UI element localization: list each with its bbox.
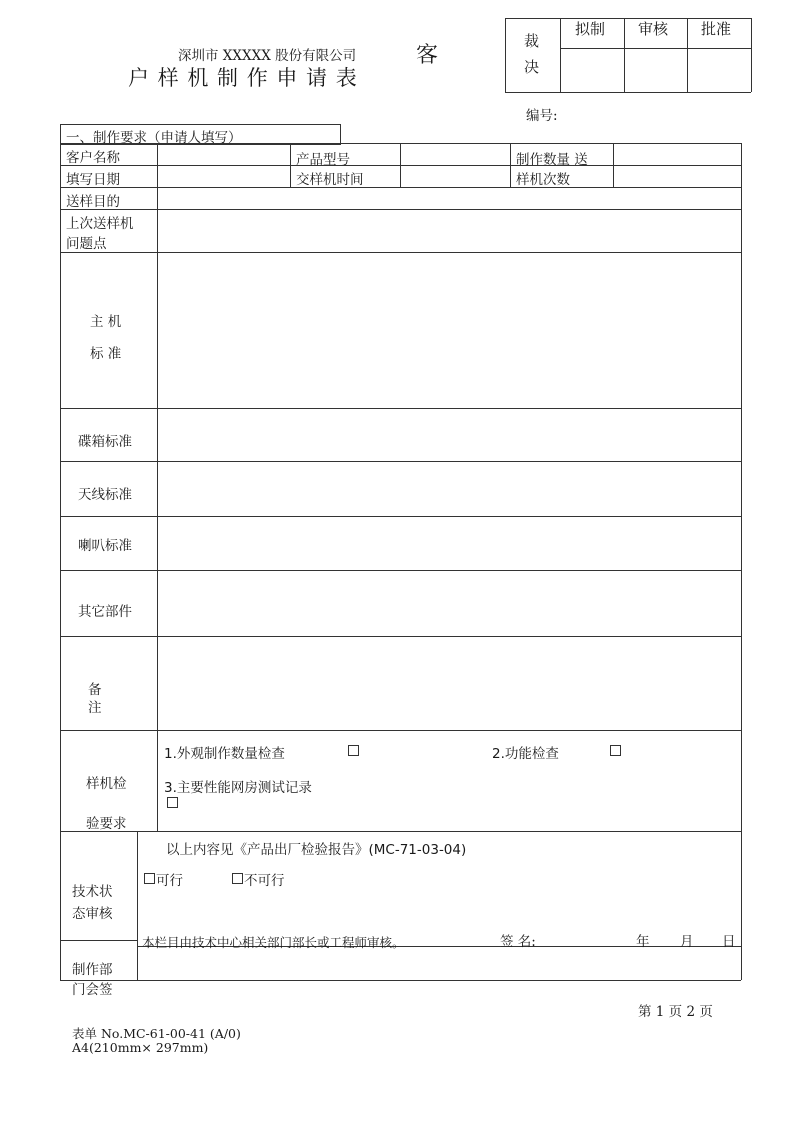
signature-label: 签 名: — [500, 934, 536, 950]
paper-size: A4(210mm× 297mm) — [72, 1040, 209, 1055]
inspection-item-1 — [164, 742, 285, 762]
delivery-time-label: 交样机时间 — [296, 172, 364, 188]
tech-review-label-1: 技术状 — [72, 884, 113, 900]
date-day: 日 — [722, 934, 736, 950]
inspection-label-1: 样机检 — [86, 776, 127, 792]
sample-count-label: 样机次数 — [516, 172, 570, 188]
inspection-item-3: 3.主要性能网房测试记录 — [164, 780, 312, 796]
inspection-item-1-text: 1.外观制作数量检查 — [164, 746, 285, 762]
host-standard-label-1: 主 机 — [90, 314, 122, 330]
customer-name-label: 客户名称 — [66, 150, 120, 166]
inspection-label-2: 验要求 — [86, 816, 127, 832]
tech-review-note: 本栏目由技术中心相关部门部长或工程师审核。 — [142, 935, 405, 950]
dept-sign-label-1: 制作部 — [72, 962, 113, 978]
antenna-standard-label: 天线标准 — [78, 487, 132, 503]
remark-label-2: 注 — [88, 700, 102, 716]
product-model-label: 产品型号 — [296, 152, 350, 168]
page-title: 户 样 机 制 作 申 请 表 — [128, 66, 358, 90]
speaker-standard-label: 喇叭标准 — [78, 538, 132, 554]
purpose-label: 送样目的 — [66, 194, 120, 210]
approval-col-draft: 拟制 — [575, 20, 606, 38]
serial-label: 编号: — [526, 108, 558, 124]
approval-col-approve: 批准 — [701, 20, 732, 38]
host-standard-label-2: 标 准 — [90, 346, 122, 362]
last-issue-label-2: 问题点 — [66, 236, 107, 252]
page-number: 第 1 页 2 页 — [638, 1004, 713, 1020]
dept-sign-label-2: 门会签 — [72, 982, 113, 998]
company-name: 深圳市 XXXXX 股份有限公司 — [178, 48, 357, 64]
inspection-item-2: 2.功能检查 — [492, 746, 559, 762]
checkbox-not-feasible[interactable] — [232, 873, 243, 884]
box-standard-label: 碟箱标准 — [78, 434, 132, 450]
option-feasible: 可行 — [156, 873, 183, 889]
approval-col-review: 审核 — [638, 20, 669, 38]
checkbox-performance[interactable] — [167, 797, 178, 808]
option-not-feasible: 不可行 — [244, 873, 285, 889]
date-year: 年 — [636, 934, 650, 950]
title-lead: 客 — [416, 43, 439, 68]
other-parts-label: 其它部件 — [78, 604, 132, 620]
quantity-label: 制作数量 送 — [516, 152, 588, 168]
checkbox-appearance[interactable] — [348, 745, 359, 756]
decision-label-1: 裁 — [524, 32, 540, 50]
fill-date-label: 填写日期 — [66, 172, 120, 188]
section-heading: 一、制作要求（申请人填写） — [66, 130, 242, 146]
last-issue-label-1: 上次送样机 — [66, 216, 134, 232]
tech-review-reference: 以上内容见《产品出厂检验报告》(MC-71-03-04) — [166, 842, 467, 858]
checkbox-function[interactable] — [610, 745, 621, 756]
remark-label-1: 备 — [88, 682, 102, 698]
date-month: 月 — [680, 934, 694, 950]
form-number: 表单 No.MC-61-00-41 (A/0) — [72, 1026, 241, 1041]
tech-review-label-2: 态审核 — [72, 906, 113, 922]
decision-label-2: 决 — [524, 58, 540, 76]
checkbox-feasible[interactable] — [144, 873, 155, 884]
